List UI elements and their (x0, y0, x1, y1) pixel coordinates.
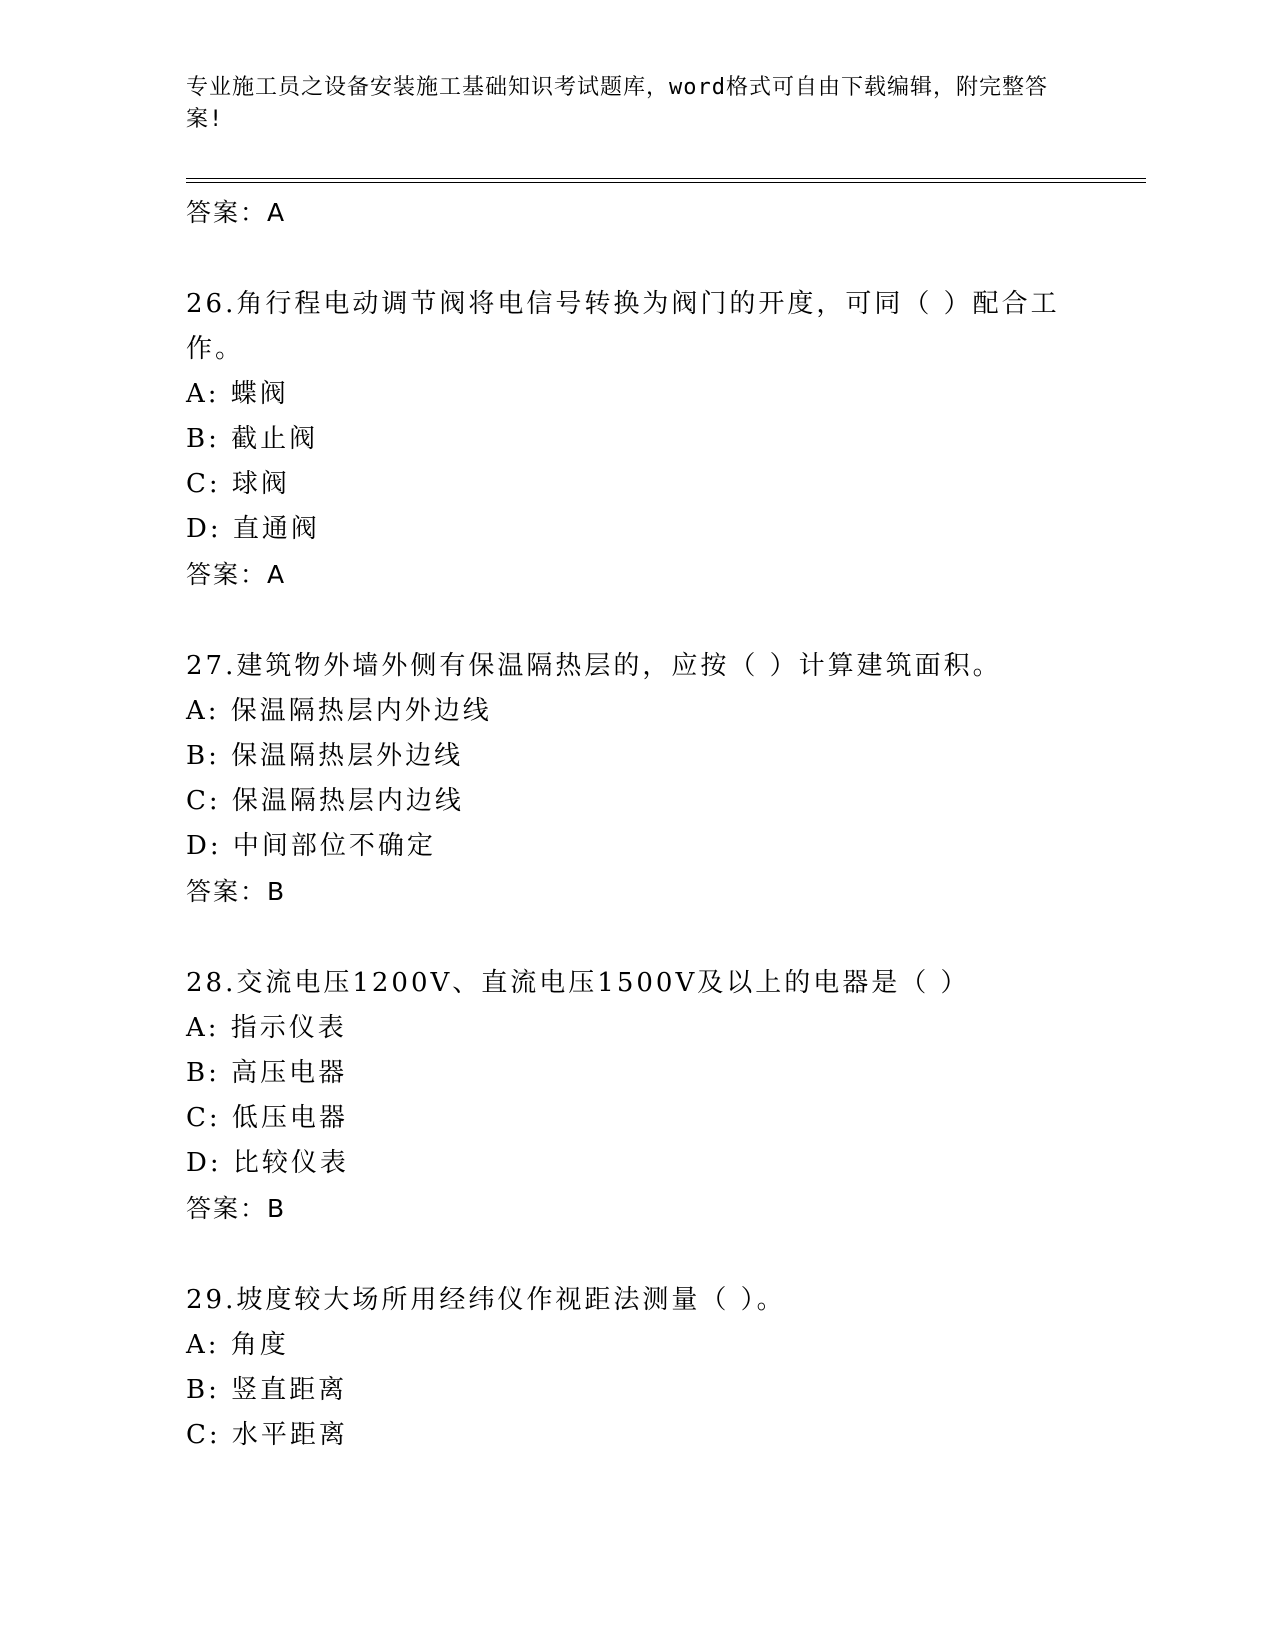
question-list (186, 190, 1086, 1458)
answer-line: 答案：A (186, 560, 287, 589)
question-block (186, 644, 1086, 914)
option-b: B: 保温隔热层外边线 (186, 741, 464, 771)
option-b: B: 竖直距离 (186, 1375, 348, 1405)
option-b: B: 截止阀 (186, 424, 319, 454)
option-a: A: 保温隔热层内外边线 (186, 696, 492, 726)
question-text: 27.建筑物外墙外侧有保温隔热层的，应按（ ）计算建筑面积。 (186, 651, 1002, 681)
answer-line: 答案：B (186, 1194, 287, 1223)
document-intro: 专业施工员之设备安装施工基础知识考试题库，word格式可自由下载编辑，附完整答案! (186, 75, 1048, 132)
question-text: 29.坡度较大场所用经纬仪作视距法测量（ ）。 (186, 1285, 786, 1315)
option-c: C: 低压电器 (186, 1103, 348, 1133)
header-divider-top (186, 178, 1146, 179)
option-a: A: 蝶阀 (186, 379, 289, 409)
question-text: 26.角行程电动调节阀将电信号转换为阀门的开度，可同（ ）配合工作。 (186, 289, 1060, 364)
option-c: C: 水平距离 (186, 1420, 348, 1450)
answer-line: 答案：B (186, 877, 287, 906)
option-a: A: 角度 (186, 1330, 289, 1360)
option-c: C: 球阀 (186, 469, 290, 499)
option-b: B: 高压电器 (186, 1058, 348, 1088)
option-d: D: 比较仪表 (186, 1148, 349, 1178)
question-block (186, 282, 1086, 597)
option-d: D: 直通阀 (186, 514, 320, 544)
question-block (186, 1278, 1086, 1458)
option-d: D: 中间部位不确定 (186, 831, 436, 861)
option-c: C: 保温隔热层内边线 (186, 786, 464, 816)
header-divider-bottom (186, 182, 1146, 183)
question-block (186, 961, 1086, 1231)
question-text: 28.交流电压1200V、直流电压1500V及以上的电器是（ ） (186, 968, 970, 998)
answer-line: 答案：A (186, 198, 287, 227)
option-a: A: 指示仪表 (186, 1013, 347, 1043)
